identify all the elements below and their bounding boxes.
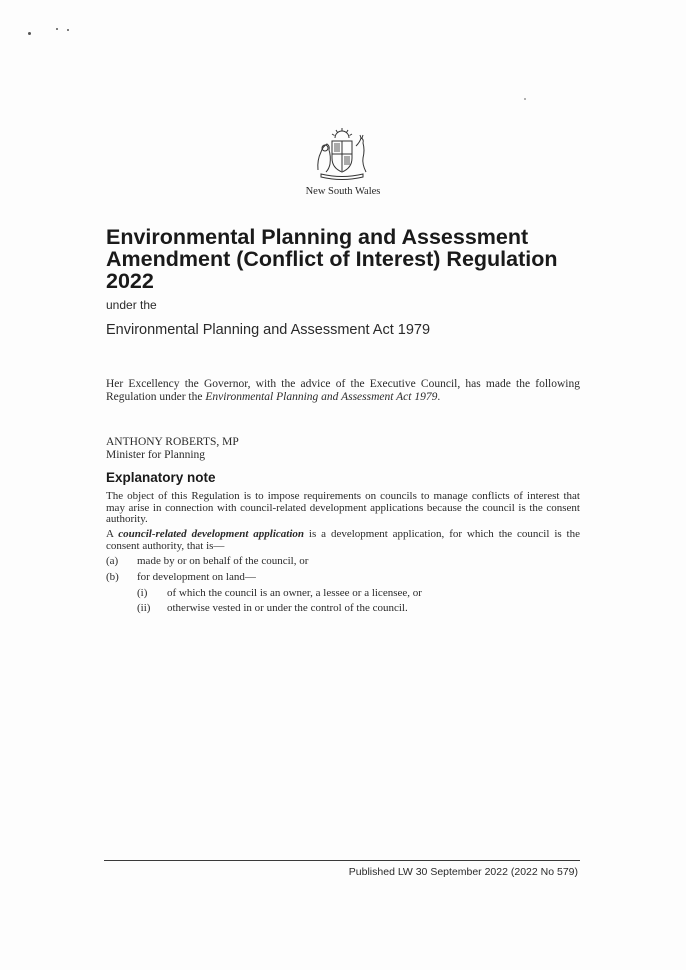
sub-list-item-text: of which the council is an owner, a lessee or a licensee, or — [167, 587, 422, 599]
list-item — [106, 571, 576, 583]
signer-name: ANTHONY ROBERTS, MP — [106, 436, 239, 448]
list-item-label: (b) — [106, 571, 119, 583]
making-text-end: . — [437, 390, 441, 403]
explanatory-paragraph: The object of this Regulation is to impose requirements on councils to manage conflicts of interest that may arise in connection with council-related development applications because the council is the consent authority. — [106, 490, 580, 525]
scan-speck — [67, 29, 69, 31]
sub-list-item-label: (i) — [137, 587, 148, 599]
principal-act-name: Environmental Planning and Assessment Act 1979 — [106, 322, 431, 338]
title-line: Amendment (Conflict of Interest) Regulation — [106, 247, 558, 271]
list-item-text: for development on land— — [137, 571, 256, 583]
making-act-italic: Environmental Planning and Assessment Act 1979 — [205, 390, 438, 403]
making-text: Her Excellency the Governor, with the advice of the Executive Council, has made the following Regulation under the — [106, 378, 580, 403]
scan-speck — [28, 32, 31, 35]
sub-list-item — [137, 602, 577, 614]
signer-block — [106, 436, 239, 461]
sub-list-item-text: otherwise vested in or under the control of the council. — [167, 602, 408, 614]
title-line: 2022 — [106, 269, 154, 293]
sub-list-item-label: (ii) — [137, 602, 151, 614]
nsw-coat-of-arms-icon — [313, 126, 371, 182]
under-the-label: under the — [106, 298, 157, 312]
publication-footer: Published LW 30 September 2022 (2022 No 579) — [348, 866, 578, 878]
definition-paragraph — [106, 529, 580, 552]
title-line: Environmental Planning and Assessment — [106, 225, 529, 249]
definition-text: is a development application, for which the council is the consent authority, that is— — [106, 528, 580, 552]
list-item-text: made by or on behalf of the council, or — [137, 555, 309, 567]
signer-role: Minister for Planning — [106, 448, 206, 461]
definition-prefix: A — [106, 528, 119, 540]
list-item-label: (a) — [106, 555, 119, 567]
making-statement — [106, 378, 580, 403]
explanatory-note-heading: Explanatory note — [106, 470, 216, 485]
defined-term: council-related development application — [118, 528, 305, 540]
footer-divider — [104, 860, 580, 861]
list-item — [106, 555, 576, 567]
sub-list-item — [137, 587, 577, 599]
jurisdiction-label: New South Wales — [305, 186, 381, 197]
regulation-title — [106, 226, 596, 292]
scan-speck — [56, 28, 58, 30]
scan-speck — [524, 98, 526, 100]
